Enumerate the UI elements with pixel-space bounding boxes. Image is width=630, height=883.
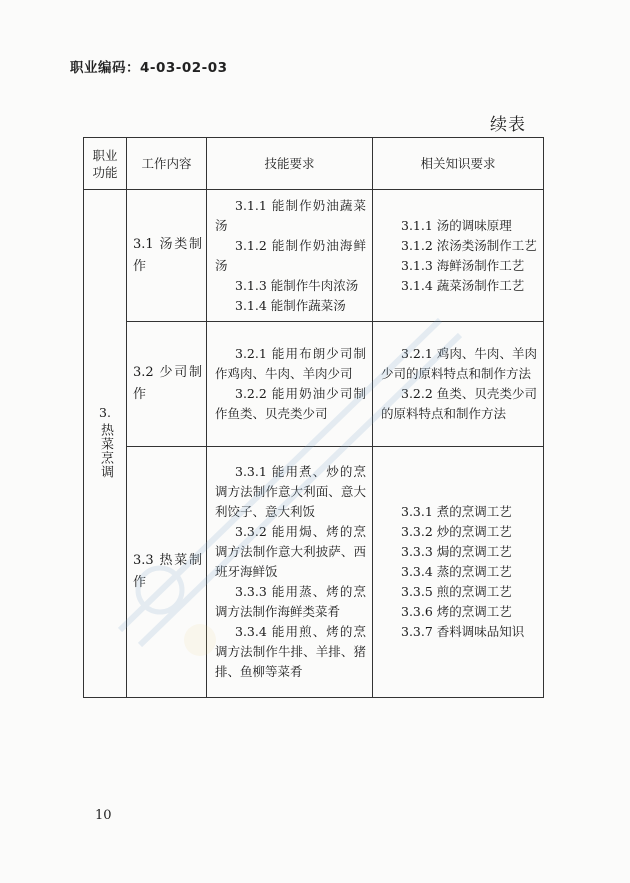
- skill-item: 3.2.2 能用奶油少司制作鱼类、贝壳类少司: [215, 386, 366, 421]
- header-knowledge: 相关知识要求: [373, 138, 544, 190]
- table-header-row: [84, 138, 544, 190]
- knowledge-item: 3.1.4 蔬菜汤制作工艺: [401, 277, 525, 293]
- work-text: 3.1 汤类制作: [133, 236, 202, 274]
- knowledge-item: 3.1.1 汤的调味原理: [401, 217, 512, 233]
- knowledge-item: 3.3.6 烤的烹调工艺: [401, 604, 512, 619]
- knowledge-cell: [373, 322, 544, 447]
- skill-item: 3.2.1 能用布朗少司制作鸡肉、牛肉、羊肉少司: [215, 346, 366, 381]
- header-skill: 技能要求: [207, 138, 373, 190]
- skill-item: 3.1.3 能制作牛肉浓汤: [235, 277, 359, 293]
- table-row: [84, 322, 544, 447]
- knowledge-item: 3.3.4 蒸的烹调工艺: [401, 564, 512, 579]
- knowledge-item: 3.3.2 炒的烹调工艺: [401, 524, 512, 539]
- knowledge-item: 3.3.1 煮的烹调工艺: [401, 504, 512, 519]
- knowledge-cell: [373, 190, 544, 322]
- work-text: 3.2 少司制作: [133, 365, 202, 402]
- skill-cell: [207, 190, 373, 322]
- header-work: 工作内容: [127, 138, 207, 190]
- knowledge-item: 3.3.5 煎的烹调工艺: [401, 584, 512, 599]
- work-text: 3.3 热菜制作: [133, 553, 202, 590]
- skill-cell: [207, 322, 373, 447]
- skill-item: 3.3.3 能用蒸、烤的烹调方法制作海鲜类菜肴: [215, 584, 366, 619]
- knowledge-item: 3.1.3 海鲜汤制作工艺: [401, 257, 525, 273]
- knowledge-item: 3.2.1 鸡肉、牛肉、羊肉少司的原料特点和制作方法: [381, 346, 537, 381]
- table-row: [84, 190, 544, 322]
- continued-label: 续表: [490, 115, 526, 135]
- function-name: 热菜烹调: [98, 422, 113, 479]
- skill-item: 3.3.2 能用焗、烤的烹调方法制作意大利披萨、西班牙海鲜饭: [215, 524, 366, 579]
- function-cell: [84, 190, 127, 698]
- knowledge-item: 3.1.2 浓汤类汤制作工艺: [401, 237, 537, 253]
- skill-item: 3.3.4 能用煎、烤的烹调方法制作牛排、羊排、猪排、鱼柳等菜肴: [215, 624, 366, 679]
- knowledge-item: 3.3.3 焗的烹调工艺: [401, 544, 512, 559]
- work-cell: [127, 322, 207, 447]
- skill-item: 3.3.1 能用煮、炒的烹调方法制作意大利面、意大利饺子、意大利饭: [215, 464, 366, 519]
- page-number: 10: [95, 808, 112, 823]
- table-row: [84, 447, 544, 698]
- function-number: 3.: [99, 404, 111, 420]
- knowledge-cell: [373, 447, 544, 698]
- skills-table: [83, 137, 544, 698]
- occupation-code: 职业编码：4-03-02-03: [70, 60, 228, 76]
- skill-item: 3.1.1 能制作奶油蔬菜汤: [215, 197, 366, 233]
- knowledge-item: 3.2.2 鱼类、贝壳类少司的原料特点和制作方法: [381, 386, 537, 421]
- header-function-text: 职业 功能: [92, 147, 118, 180]
- skill-item: 3.1.4 能制作蔬菜汤: [235, 297, 346, 313]
- header-function: [84, 138, 127, 190]
- work-cell: [127, 447, 207, 698]
- skill-cell: [207, 447, 373, 698]
- skill-item: 3.1.2 能制作奶油海鲜汤: [215, 237, 366, 273]
- work-cell: [127, 190, 207, 322]
- knowledge-item: 3.3.7 香料调味品知识: [401, 624, 525, 639]
